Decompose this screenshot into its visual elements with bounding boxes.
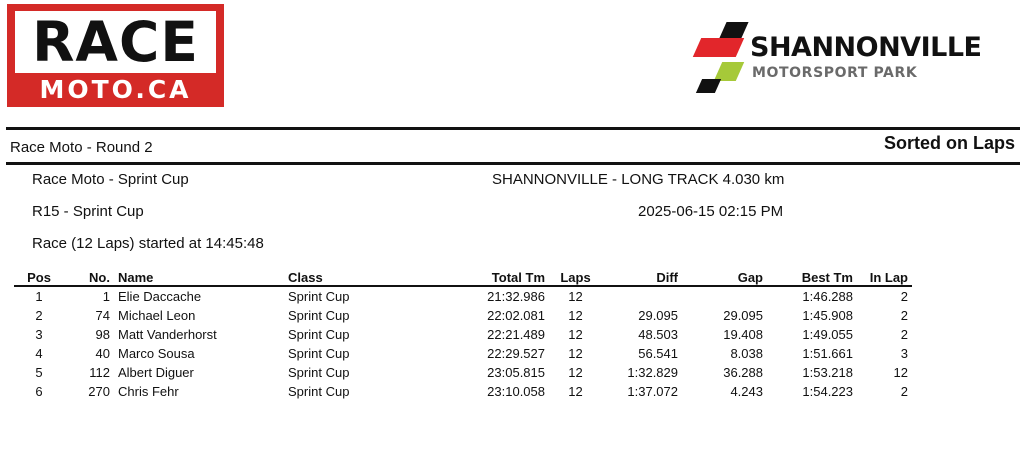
event-title: Race Moto - Round 2	[10, 139, 153, 156]
race-info: Race (12 Laps) started at 14:45:48	[32, 235, 264, 252]
cell-best-time: 1:53.218	[802, 365, 853, 380]
col-header-no: No.	[64, 269, 114, 286]
cell-diff: 48.503	[638, 327, 678, 342]
table-row	[14, 363, 912, 382]
cell-pos: 2	[35, 308, 43, 323]
race-moto-logo-word: RACE	[32, 10, 199, 74]
cell-gap	[682, 286, 767, 306]
session-datetime: 2025-06-15 02:15 PM	[638, 203, 784, 220]
cell-no: 98	[95, 327, 110, 342]
table-row	[14, 306, 912, 325]
cell-gap: 29.095	[723, 308, 763, 323]
results-table	[14, 269, 912, 401]
sort-label: Sorted on Laps	[883, 133, 1015, 153]
cell-pos: 5	[35, 365, 43, 380]
session-name: R15 - Sprint Cup	[32, 203, 144, 220]
cell-diff: 1:32.829	[627, 365, 678, 380]
cell-total-time: 22:21.489	[487, 327, 545, 342]
cell-best-time: 1:45.908	[802, 308, 853, 323]
cell-best-time: 1:46.288	[802, 289, 853, 304]
cell-diff: 1:37.072	[627, 384, 678, 399]
cell-in-lap: 2	[900, 289, 908, 304]
shannonville-logo-name: SHANNONVILLE	[750, 32, 982, 63]
cell-laps: 12	[568, 327, 583, 342]
table-row	[14, 325, 912, 344]
cell-total-time: 23:10.058	[487, 384, 545, 399]
cell-no: 40	[95, 346, 110, 361]
cell-name: Chris Fehr	[118, 384, 179, 399]
col-header-class: Class	[284, 269, 434, 286]
table-row	[14, 382, 912, 401]
col-header-pos: Pos	[14, 269, 64, 286]
cell-class: Sprint Cup	[288, 365, 350, 380]
shannonville-flag-black-block	[719, 22, 748, 38]
col-header-diff: Diff	[602, 269, 682, 286]
cell-name: Elie Daccache	[118, 289, 202, 304]
cell-in-lap: 2	[900, 327, 908, 342]
race-moto-logo-domain: MOTO.CA	[39, 75, 192, 104]
cell-class: Sprint Cup	[288, 308, 350, 323]
cell-total-time: 22:02.081	[487, 308, 545, 323]
cell-laps: 12	[568, 346, 583, 361]
col-header-total-time: Total Tm	[434, 269, 549, 286]
cell-gap: 19.408	[723, 327, 763, 342]
cell-in-lap: 2	[900, 308, 908, 323]
cell-class: Sprint Cup	[288, 327, 350, 342]
cell-no: 1	[102, 289, 110, 304]
col-header-name: Name	[114, 269, 284, 286]
col-header-in-lap: In Lap	[857, 269, 912, 286]
cell-name: Albert Diguer	[118, 365, 194, 380]
cell-diff	[602, 286, 682, 306]
shannonville-flag-red-block	[693, 38, 744, 57]
cell-gap: 4.243	[730, 384, 763, 399]
col-header-best-time: Best Tm	[767, 269, 857, 286]
col-header-laps: Laps	[549, 269, 602, 286]
cell-total-time: 23:05.815	[487, 365, 545, 380]
shannonville-logo-subtitle: MOTORSPORT PARK	[752, 65, 918, 81]
race-moto-logo-top-panel	[15, 11, 216, 73]
col-header-gap: Gap	[682, 269, 767, 286]
header-divider	[6, 162, 1020, 165]
cell-gap: 8.038	[730, 346, 763, 361]
cell-total-time: 21:32.986	[487, 289, 545, 304]
cell-pos: 6	[35, 384, 43, 399]
top-divider	[6, 127, 1020, 130]
cell-name: Matt Vanderhorst	[118, 327, 217, 342]
cell-best-time: 1:51.661	[802, 346, 853, 361]
race-moto-logo	[7, 4, 224, 107]
cell-laps: 12	[568, 384, 583, 399]
shannonville-flag-black-block-2	[696, 79, 721, 93]
cell-name: Michael Leon	[118, 308, 196, 323]
cell-pos: 1	[35, 289, 43, 304]
table-row	[14, 286, 912, 306]
cell-laps: 12	[568, 308, 583, 323]
results-header-row	[14, 269, 912, 286]
cell-class: Sprint Cup	[288, 346, 350, 361]
series-name: Race Moto - Sprint Cup	[32, 171, 189, 188]
cell-pos: 4	[35, 346, 43, 361]
cell-diff: 56.541	[638, 346, 678, 361]
cell-best-time: 1:54.223	[802, 384, 853, 399]
cell-class: Sprint Cup	[288, 384, 350, 399]
cell-no: 74	[95, 308, 110, 323]
table-row	[14, 344, 912, 363]
cell-total-time: 22:29.527	[487, 346, 545, 361]
cell-gap: 36.288	[723, 365, 763, 380]
cell-no: 112	[89, 365, 110, 380]
cell-in-lap: 12	[893, 365, 908, 380]
cell-in-lap: 2	[900, 384, 908, 399]
cell-best-time: 1:49.055	[802, 327, 853, 342]
cell-name: Marco Sousa	[118, 346, 195, 361]
cell-no: 270	[88, 384, 110, 399]
cell-laps: 12	[568, 365, 583, 380]
cell-laps: 12	[568, 289, 583, 304]
cell-in-lap: 3	[900, 346, 908, 361]
cell-diff: 29.095	[638, 308, 678, 323]
track-name: SHANNONVILLE - LONG TRACK 4.030 km	[492, 171, 785, 188]
cell-pos: 3	[35, 327, 43, 342]
cell-class: Sprint Cup	[288, 289, 350, 304]
